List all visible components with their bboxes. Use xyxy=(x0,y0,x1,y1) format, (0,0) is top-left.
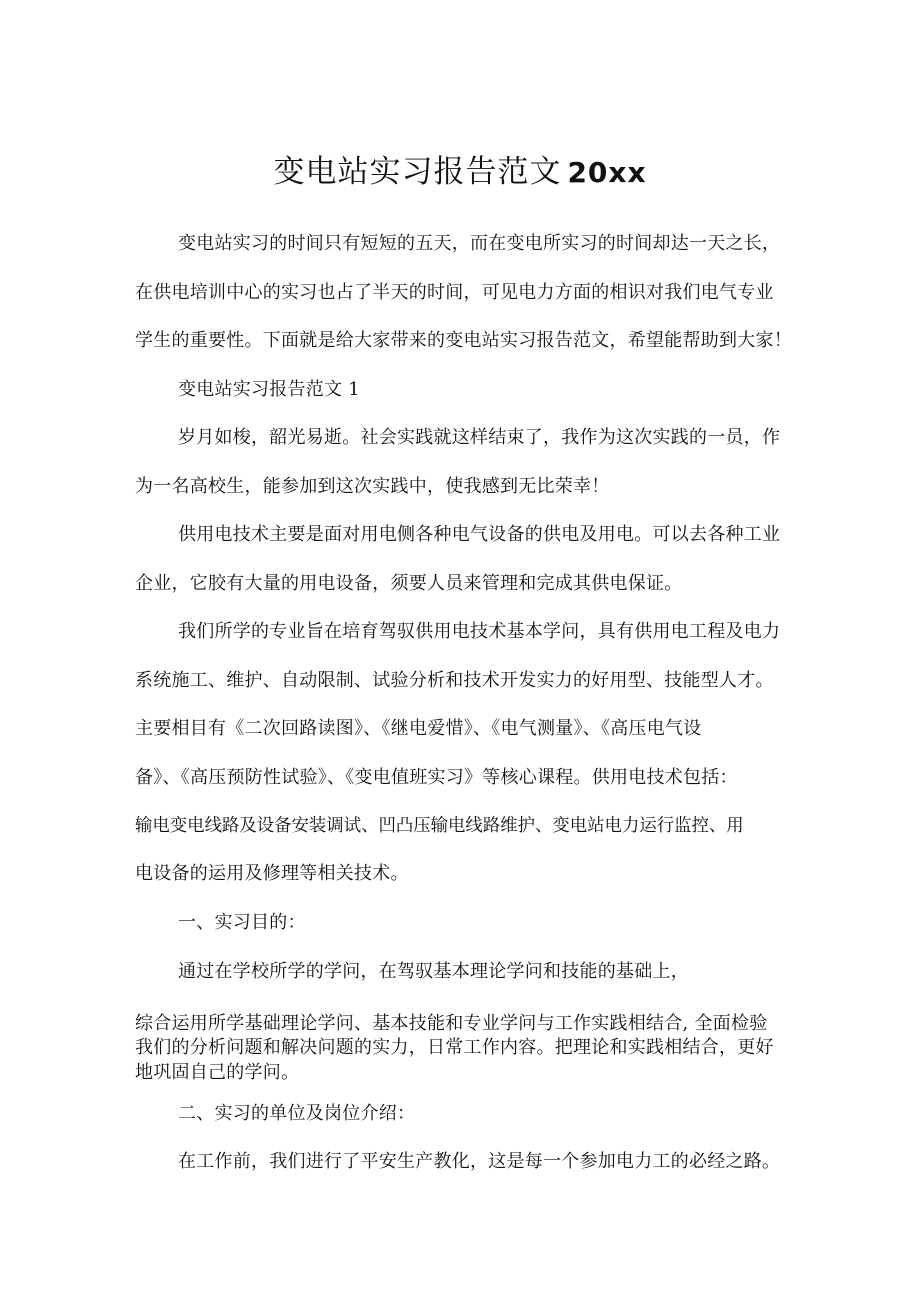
paragraph-line: 变电站实习的时间只有短短的五天，而在变电所实习的时间却达一天之长， xyxy=(178,233,781,254)
paragraph-line: 在工作前，我们进行了平安生产教化，这是每一个参加电力工的必经之路。 xyxy=(178,1151,781,1172)
paragraph-line: 备》、《高压预防性试验》、《变电值班实习》等核心课程。供用电技术包括： xyxy=(135,767,738,788)
section-heading: 二、实习的单位及岗位介绍： xyxy=(178,1103,416,1124)
paragraph-line: 岁月如梭，韶光易逝。社会实践就这样结束了，我作为这次实践的一员，作 xyxy=(178,427,781,448)
title-text: 变电站实习报告范文 xyxy=(273,154,562,190)
paragraph-line: 系统施工、维护、自动限制、试验分析和技术开发实力的好用型、技能型人才。 xyxy=(135,670,774,691)
paragraph-line: 在供电培训中心的实习也占了半天的时间，可见电力方面的相识对我们电气专业 xyxy=(135,282,774,303)
document-title xyxy=(0,150,920,195)
paragraph-line: 电设备的运用及修理等相关技术。 xyxy=(135,863,409,884)
section-heading: 一、实习目的： xyxy=(178,912,306,933)
paragraph-line: 为一名高校生，能参加到这次实践中，使我感到无比荣幸！ xyxy=(135,476,610,497)
paragraph-line: 学生的重要性。下面就是给大家带来的变电站实习报告范文，希望能帮助到大家！ xyxy=(135,330,792,351)
paragraph-line: 我们的分析问题和解决问题的实力，日常工作内容。把理论和实践相结合，更好 xyxy=(135,1037,774,1058)
paragraph-line: 地巩固自己的学问。 xyxy=(135,1062,300,1083)
title-year: 20xx xyxy=(567,156,647,189)
paragraph-line: 通过在学校所学的学问，在驾驭基本理论学问和技能的基础上， xyxy=(178,961,689,982)
paragraph-line: 企业，它胶有大量的用电设备，须要人员来管理和完成其供电保证。 xyxy=(135,573,683,594)
paragraph-line: 供用电技术主要是面对用电侧各种电气设备的供电及用电。可以去各种工业 xyxy=(178,524,781,545)
section-heading: 变电站实习报告范文 1 xyxy=(178,379,360,400)
paragraph-line: 我们所学的专业旨在培育驾驭供用电技术基本学问，具有供用电工程及电力 xyxy=(178,621,781,642)
paragraph-line: 主要相目有《二次回路读图》、《继电爱惜》、《电气测量》、《高压电气设 xyxy=(135,718,702,739)
paragraph-line: 输电变电线路及设备安装调试、凹凸压输电线路维护、变电站电力运行监控、用 xyxy=(135,816,744,836)
paragraph-line: 综合运用所学基础理论学问、基本技能和专业学问与工作实践相结合, 全面检验 xyxy=(135,1013,768,1034)
